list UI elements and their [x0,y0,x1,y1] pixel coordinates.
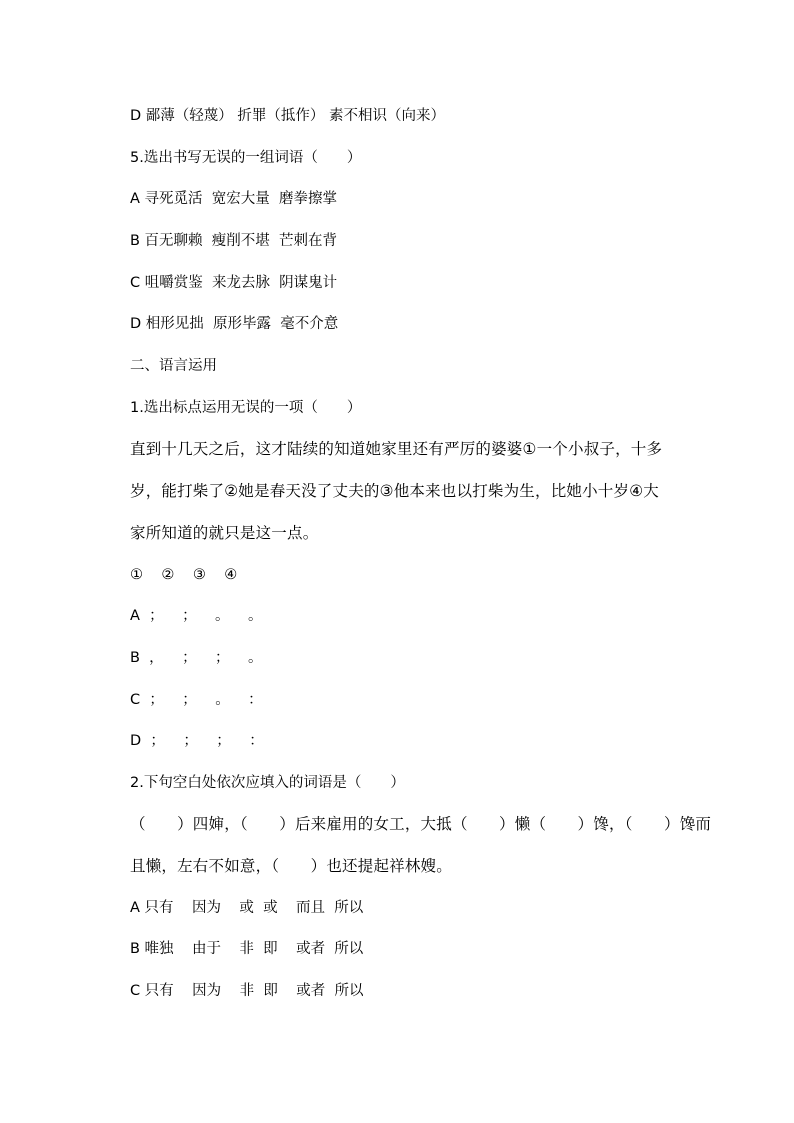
option-line: A 只有 因为 或 或 而且 所以 [130,900,364,916]
option-line: A 寻死觅活 宽宏大量 磨拳擦掌 [130,191,337,207]
passage-line: （ ）四婶，（ ）后来雇用的女工，大抵（ ）懒（ ）馋，（ ）馋而 [130,815,712,833]
option-line: B 百无聊赖 瘦削不堪 芒刺在背 [130,233,337,249]
passage-line: 直到十几天之后，这才陆续的知道她家里还有严厉的婆婆①一个小叔子，十多 [130,440,663,458]
option-line: C ； ； 。 ： [130,692,263,708]
marker-row: ① ② ③ ④ [130,567,238,583]
passage-line: 家所知道的就只是这一点。 [130,524,319,542]
question-line: 2.下句空白处依次应填入的词语是（ ） [130,775,405,791]
passage-line: 岁，能打柴了②她是春天没了丈夫的③他本来也以打柴为生，比她小十岁④大 [130,482,659,500]
option-line: C 只有 因为 非 即 或者 所以 [130,983,364,999]
question-line: 1.选出标点运用无误的一项（ ） [130,400,362,416]
option-line: B ， ； ； 。 [130,650,263,666]
question-line: 5.选出书写无误的一组词语（ ） [130,150,362,166]
section-heading: 二、语言运用 [130,358,217,374]
passage-line: 且懒，左右不如意，（ ）也还提起祥林嫂。 [130,857,452,875]
option-line: D 鄙薄（轻蔑） 折罪（抵作） 素不相识（向来） [130,108,445,124]
option-line: D 相形见拙 原形毕露 毫不介意 [130,316,339,332]
option-line: C 咀嚼赏鉴 来龙去脉 阴谋鬼计 [130,275,338,291]
option-line: B 唯独 由于 非 即 或者 所以 [130,941,364,957]
option-line: D ； ； ； ： [130,733,264,749]
option-line: A ； ； 。 。 [130,608,263,624]
